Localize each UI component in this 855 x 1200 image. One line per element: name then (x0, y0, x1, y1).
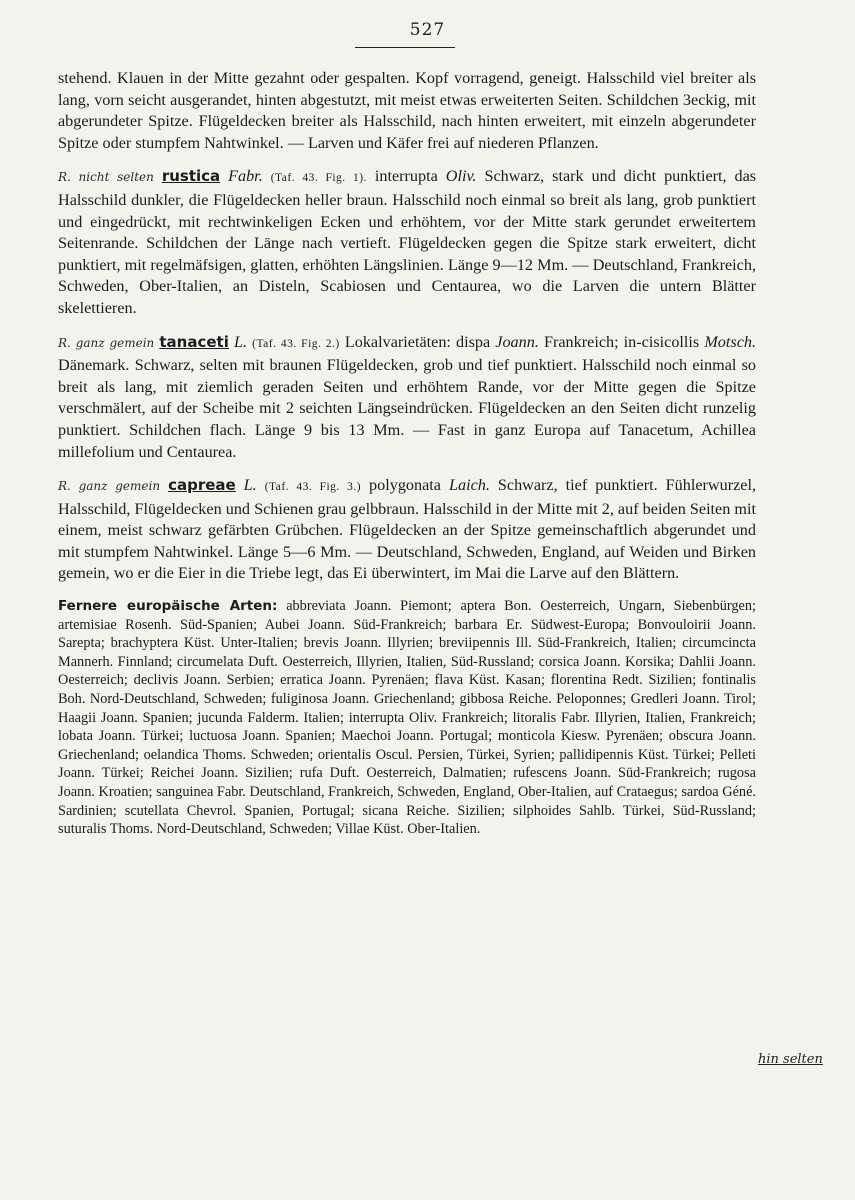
variety-author: Motsch. (704, 332, 757, 351)
further-species-paragraph (58, 597, 756, 839)
species-description: Schwarz, stark und dicht punktiert, das Halsschild dunkler, die Flügeldecken heller braun. Halsschild noch einmal so breit als lang, grob punktiert und eingedrückt, mit rechtwinkeligen Ecken und erhöhtem, vor der Mitte stark gerundet erweitertem Seitenrande. Schildchen der Länge nach vertieft. Flügeldecken gegen die Spitze stark erweitert, dicht punktiert, mit regelmäfsigen, glatten, erhöhten Längslinien. Länge 9—12 Mm. — Deutschland, Frankreich, Schweden, Ober-Italien, an Disteln, Scabiosen und Centaurea, wo die Larven die untern Blätter skelettieren. (58, 167, 757, 317)
plate-reference: (Taf. 43. Fig. 3.) (264, 481, 362, 494)
page-body (58, 68, 756, 839)
species-description: Schwarz, selten mit braunen Flügeldecken, grob und tief punktiert. Halsschild noch einmal so breit als lang, mit ziemlich geraden Seiten und erhöhtem Rande, vor der Mitte gegen die Spitze verschmälert, auf der Scheibe mit 2 seichten Längseindrücken. Flügeldecken an den Seiten dicht runzelig punktiert. Schildchen flach. Länge 9 bis 13 Mm. — Fast in ganz Europa auf Tanacetum, Achillea millefolium und Centaurea. (58, 356, 756, 461)
plate-reference: (Taf. 43. Fig. 2.) (252, 337, 340, 350)
species-name: rustica (161, 167, 221, 186)
page-number: 527 (409, 20, 446, 40)
further-species-list: abbreviata Joann. Piemont; aptera Bon. Oesterreich, Ungarn, Siebenbürgen; artemisiae Rosenh. Süd-Spanien; Aubei Joann. Süd-Frankreich; barbara Er. Südwest-Europa; Bonvouloirii Joann. Sarepta; brachyptera Küst. Unter-Italien; brevis Joann. Illyrien; breviipennis Ill. Süd-Frankreich, Italien; circumcincta Mannerh. Finnland; circumelata Duft. Oesterreich, Illyrien, Italien, Süd-Russland; corsica Joann. Korsika; Dahlii Joann. Oesterreich; declivis Joann. Serbien; erratica Joann. Pyrenäen; flava Küst. Kasan; florentina Redt. Sizilien; fontinalis Boh. Nord-Deutschland, Schweden; fuliginosa Joann. Griechenland; gibbosa Reiche. Peloponnes; Gredleri Joann. Tirol; Haagii Joann. Spanien; jucunda Falderm. Italien; interrupta Oliv. Frankreich; litoralis Fabr. Illyrien, Italien, Frankreich; lobata Joann. Türkei; luctuosa Joann. Spanien; Maechoi Joann. Portugal; monticola Kiesw. Pyrenäen; obscura Joann. Griechenland; oelandica Thoms. Schweden; orientalis Oscul. Persien, Türkei, Syrien; pallidipennis Küst. Türkei; Pelleti Joann. Türkei; Reichei Joann. Sizilien; rufa Duft. Oesterreich, Dalmatien; rufescens Joann. Süd-Frankreich; rugosa Joann. Kroatien; sanguinea Fabr. Deutschland, Frankreich, Schweden, England, Ober-Italien, auf Crataegus; sardoa Géné. Sardinien; scutellata Chevrol. Spanien, Portugal; sicana Reiche. Sizilien; silphoides Sahlb. Türkei, Süd-Russland; suturalis Thoms. Nord-Deutschland, Schweden; Villae Küst. Ober-Italien. (58, 598, 756, 838)
further-species-lead: Fernere europäische Arten: (58, 598, 278, 615)
species-author: Fabr. (228, 167, 263, 186)
variety-name: cisicollis (641, 332, 700, 351)
species-name: capreae (168, 476, 236, 495)
species-description: Schwarz, tief punktiert. Fühlerwurzel, Halsschild, Flügeldecken und Schienen grau gelbbraun. Halsschild in der Mitte mit 2, auf beiden Seiten mit einem, meist schwarz gefärbten Grübchen. Flügeldecken an der Spitze gemeinschaftlich abgerundet und mit stumpfem Nahtwinkel. Länge 5—6 Mm. — Deutschland, Schweden, England, auf Weiden und Birken gemein, wo er die Eier in die Triebe legt, das Ei überwintert, im Mai die Larve auf den Blättern. (58, 476, 757, 583)
header-rule (355, 47, 455, 48)
species-entry-tanaceti (58, 332, 756, 464)
variety-author: Joann. (495, 332, 539, 351)
variety-name: polygonata (369, 476, 441, 495)
species-author: L. (233, 332, 248, 351)
handwritten-note: R. nicht selten (58, 170, 154, 185)
variety-author: Laich. (448, 476, 490, 495)
species-name: tanaceti (159, 332, 229, 351)
plate-reference: (Taf. 43. Fig. 1). (270, 172, 367, 185)
variety-author: Oliv. (445, 167, 477, 186)
variety-place: Dänemark. (58, 356, 130, 375)
variety-place: Frankreich; in- (543, 332, 642, 351)
handwritten-note: R. ganz gemein (58, 335, 155, 350)
intro-paragraph: stehend. Klauen in der Mitte gezahnt oder gespalten. Kopf vorragend, geneigt. Halsschild viel breiter als lang, vorn seicht ausgerandet, hinten abgestutzt, mit meist etwas erweiterten Seiten. Schildchen 3eckig, mit abgerundeter Spitze. Flügeldecken breiter als Halsschild, nach hinten erweitert, mit einzeln abgerundeter Spitze oder stumpfem Nahtwinkel. — Larven und Käfer frei auf niederen Pflanzen. (58, 69, 756, 152)
handwritten-margin-note: hin selten (758, 1052, 823, 1067)
species-entry-rustica (58, 166, 756, 319)
species-author: L. (243, 476, 257, 495)
variety-intro: Lokalvarietäten: dispa (344, 332, 491, 351)
handwritten-note: R. ganz gemein (58, 479, 161, 494)
species-entry-capreae (58, 475, 756, 585)
variety-name: interrupta (374, 167, 438, 186)
